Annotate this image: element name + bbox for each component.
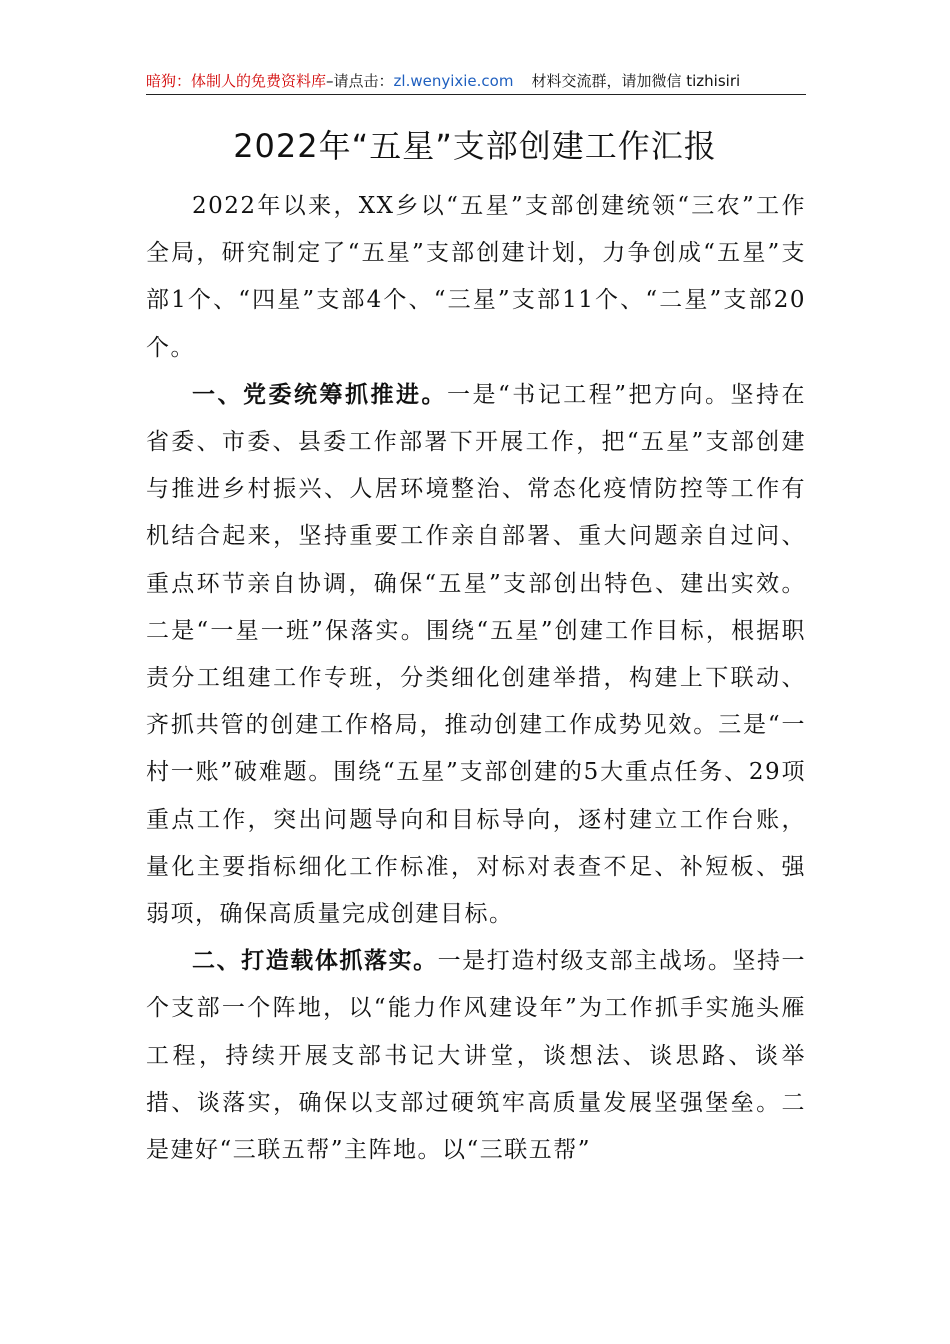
paragraph-text: 一是“书记工程”把方向。坚持在省委、市委、县委工作部署下开展工作，把“五星”支部创建与推进乡村振兴、人居环境整治、常态化疫情防控等工作有机结合起来，坚持重要工作亲自部署、重大问题亲自过问、重点环节亲自协调，确保“五星”支部创出特色、建出实效。二是“一星一班”保落实。围绕“五星”创建工作目标，根据职责分工组建工作专班，分类细化创建举措，构建上下联动、齐抓共管的创建工作格局，推动创建工作成势见效。三是“一村一账”破难题。围绕“五星”支部创建的5大重点任务、29项重点工作，突出问题导向和目标导向，逐村建立工作台账，量化主要指标细化工作标准，对标对表查不足、补短板、强弱项，确保高质量完成创建目标。 (146, 381, 806, 928)
paragraph-text: 一是打造村级支部主战场。坚持一个支部一个阵地，以“能力作风建设年”为工作抓手实施头雁工程，持续开展支部书记大讲堂，谈想法、谈思路、谈举措、谈落实，确保以支部过硬筑牢高质量发展坚强堡垒。二是建好“三联五帮”主阵地。以“三联五帮” (146, 948, 806, 1164)
header-click-prompt: –请点击： (326, 72, 394, 90)
header-divider (146, 94, 806, 95)
paragraph-text: 2022年以来，XX乡以“五星”支部创建统领“三农”工作全局，研究制定了“五星”支部创建计划，力争创成“五星”支部1个、“四星”支部4个、“三星”支部11个、“二星”支部20个。 (146, 193, 806, 361)
page-header (146, 69, 806, 95)
document-body (146, 183, 806, 1174)
document-title: 2022年“五星”支部创建工作汇报 (233, 127, 717, 165)
header-url-link[interactable]: zl.wenyixie.com (393, 72, 514, 90)
paragraph-lead: 二、打造载体抓落实。 (192, 948, 438, 975)
paragraph-section-1 (146, 372, 806, 938)
paragraph-lead: 一、党委统筹抓推进。 (192, 381, 447, 408)
header-site-name: 暗狗：体制人的免费资料库 (146, 72, 327, 90)
paragraph-section-2 (146, 938, 806, 1174)
paragraph-intro (146, 183, 806, 372)
header-wechat-note: 材料交流群，请加微信 tizhisiri (531, 72, 741, 90)
